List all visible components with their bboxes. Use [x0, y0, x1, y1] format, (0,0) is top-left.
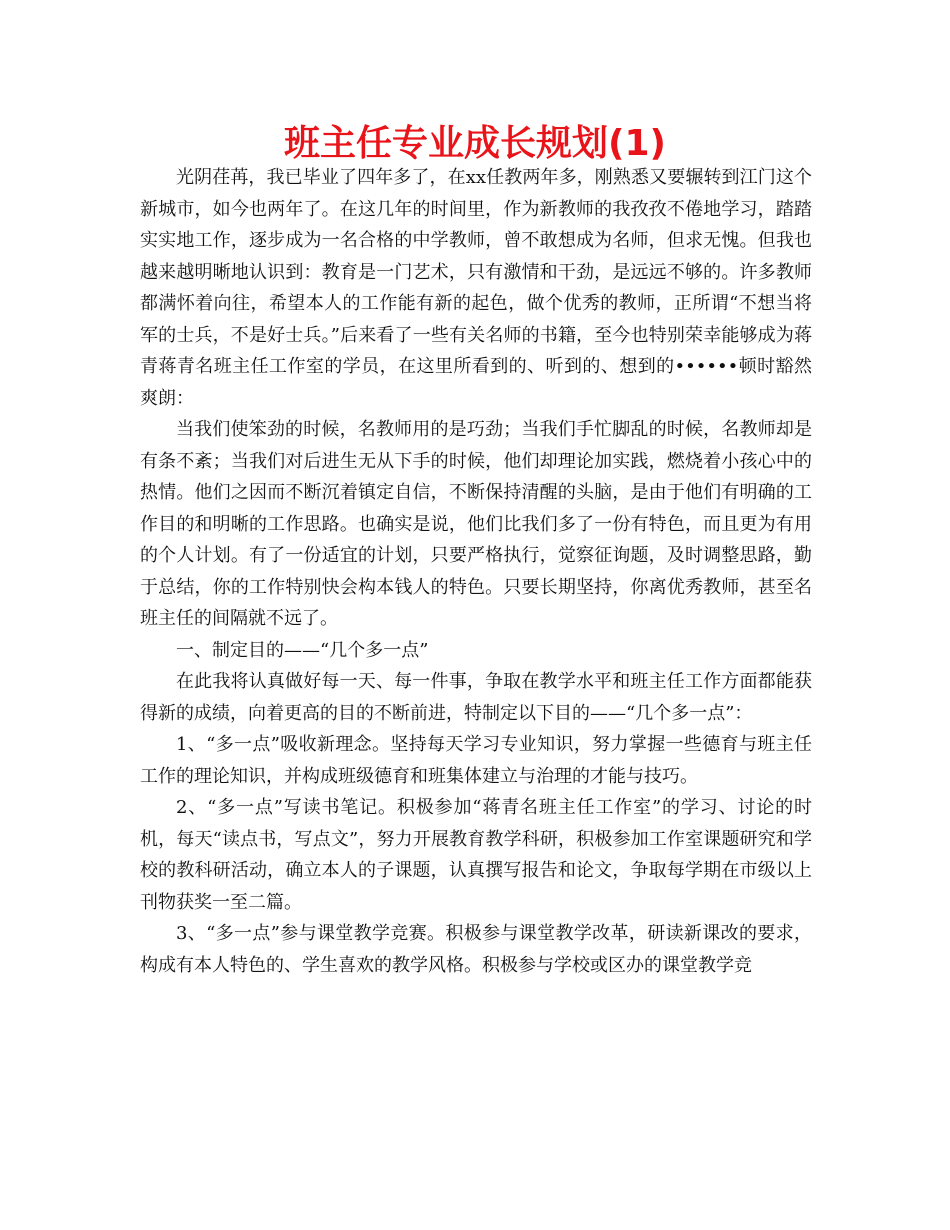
paragraph: 2、“多一点”写读书笔记。积极参加“蒋青名班主任工作室”的学习、讨论的时机，每天“读点书，写点文”，努力开展教育教学科研，积极参加工作室课题研究和学校的教科研活动，确立本人的子课题，认真撰写报告和论文，争取每学期在市级以上刊物获奖一至二篇。 [140, 797, 812, 913]
document-body [140, 162, 812, 981]
paragraph: 当我们使笨劲的时候，名教师用的是巧劲；当我们手忙脚乱的时候，名教师却是有条不紊；当我们对后进生无从下手的时候，他们却理论加实践，燃烧着小孩心中的热情。他们之因而不断沉着镇定自信，不断保持清醒的头脑，是由于他们有明确的工作目的和明晰的工作思路。也确实是说，他们比我们多了一份有特色，而且更为有用的个人计划。有了一份适宜的计划，只要严格执行，觉察征询题，及时调整思路，勤于总结，你的工作特别快会构本钱人的特色。只要长期坚持，你离优秀教师，甚至名班主任的间隔就不远了。 [140, 419, 812, 629]
paragraph: 一、制定目的——“几个多一点” [176, 639, 429, 661]
document-title: 班主任专业成长规划(1) [284, 123, 666, 164]
paragraph: 光阴荏苒，我已毕业了四年多了，在xx任教两年多，刚熟悉又要辗转到江门这个新城市，如今也两年了。在这几年的时间里，作为新教师的我孜孜不倦地学习，踏踏实实地工作，逐步成为一名合格的中学教师，曾不敢想成为名师，但求无愧。但我也越来越明晰地认识到：教育是一门艺术，只有激情和干劲，是远远不够的。许多教师都满怀着向往，希望本人的工作能有新的起色，做个优秀的教师，正所谓“不想当将军的士兵，不是好士兵。”后来看了一些有关名师的书籍，至今也特别荣幸能够成为蒋青蒋青名班主任工作室的学员，在这里所看到的、听到的、想到的••••••顿时豁然爽朗： [140, 167, 812, 409]
paragraph: 在此我将认真做好每一天、每一件事，争取在教学水平和班主任工作方面都能获得新的成绩，向着更高的目的不断前进，特制定以下目的——“几个多一点”： [140, 671, 812, 724]
paragraph: 3、“多一点”参与课堂教学竞赛。积极参与课堂教学改革，研读新课改的要求，构成有本人特色的、学生喜欢的教学风格。积极参与学校或区办的课堂教学竞 [140, 923, 812, 976]
paragraph: 1、“多一点”吸收新理念。坚持每天学习专业知识，努力掌握一些德育与班主任工作的理论知识，并构成班级德育和班集体建立与治理的才能与技巧。 [140, 734, 812, 787]
